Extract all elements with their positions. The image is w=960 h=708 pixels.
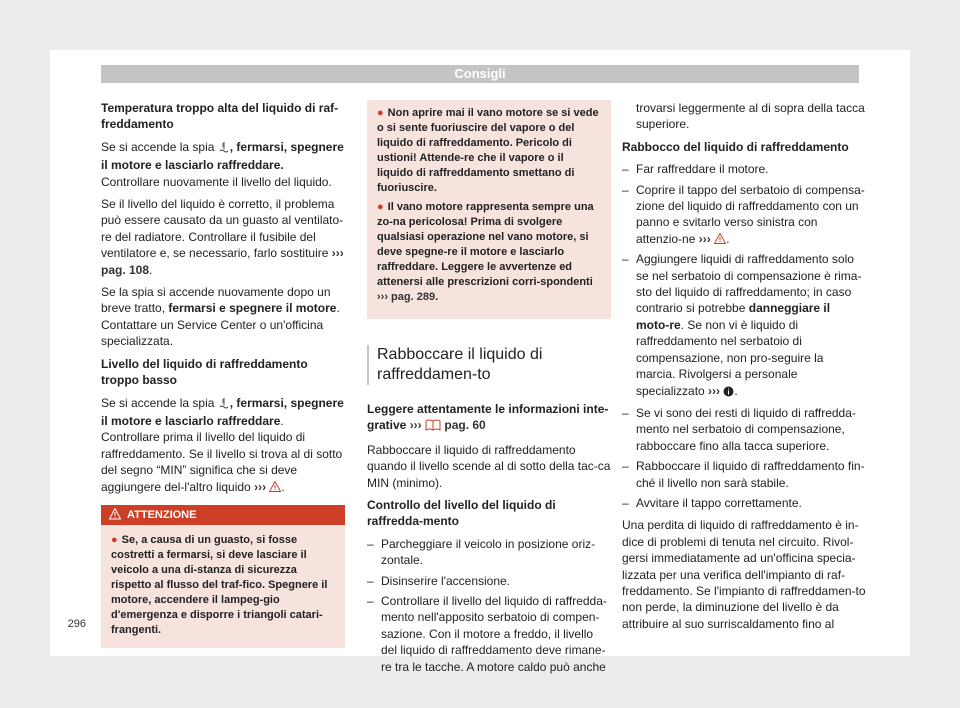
warning-box-continued [367, 100, 611, 319]
list-item: – Aggiungere liquidi di raffreddamento solo se nel serbatoio di compensazione è rima-sto del liquido di raffreddamento; in caso contrario si potrebbe danneggiare il moto-re. Se non vi è liquido di raffreddamento nel serbatoio di compensazione, non pro-seguire la marcia. Rivolgersi a personale specializzato ››› . [622, 251, 866, 401]
list-item: – Se vi sono dei resti di liquido di raffredda-mento nel serbatoio di compensazione, rabboccare fino alla tacca superiore. [622, 405, 866, 454]
list-item: – Controllare il livello del liquido di raffredda-mento nell'apposito serbatoio di compen-sazione. Con il motore a freddo, il livello del liquido di raffreddamento deve rimane-re tra le tacche. A motore caldo può anche [367, 593, 611, 675]
warning-item-engine-bay: ● Il vano motore rappresenta sempre una zo-na pericolosa! Prima di svolgere qualsiasi operazione nel vano motore, si deve spegne-re il motore e lasciarlo raffreddare. Leggere le avvertenze ed attenersi alle prescrizioni corri-spondenti ››› pag. 289. [377, 201, 594, 303]
coolant-warning-icon [218, 141, 230, 157]
warning-triangle-icon [109, 507, 121, 519]
check-level-steps [367, 536, 611, 675]
coolant-warning-icon [218, 397, 230, 413]
page-ref-289[interactable]: ››› pag. 289 [377, 291, 436, 303]
info-ref[interactable]: ››› [409, 418, 422, 433]
book-icon [425, 419, 441, 435]
note-ref[interactable]: ››› [708, 383, 721, 398]
bullet: ● [111, 533, 118, 546]
column-right [622, 100, 866, 638]
warning-ref[interactable]: ››› [698, 231, 711, 246]
list-item: – Coprire il tappo del serbatoio di compensa-zione del liquido di raffreddamento con un panno e svitarlo verso sinistra con attenzio-ne ››› . [622, 182, 866, 248]
section-header: Consigli [101, 65, 859, 83]
list-continuation: trovarsi leggermente al di sopra della tacca superiore. [636, 101, 865, 132]
intro-info: Leggere attentamente le informazioni inte-grative ››› pag. 60 [367, 401, 611, 436]
list-item: – Avvitare il tappo correttamente. [622, 495, 866, 511]
paragraph-fan: Se il livello del liquido è corretto, il problema può essere causato da un guasto al ventilato-re del radiatore. Controllare il fusibile del ventilatore e, se necessario, farlo sostituire ››› pag. 108. [101, 197, 344, 277]
heading-refill: Rabbocco del liquido di raffreddamento [622, 139, 849, 154]
paragraph-refill-when: Rabboccare il liquido di raffreddamento quando il livello scende al di sotto della tac-ca MIN (minimo). [367, 442, 611, 490]
column-left [101, 100, 345, 648]
warning-box-body: ● Se, a causa di un guasto, si fosse costretti a fermarsi, si deve lasciare il veicolo a una di-stanza di sicurezza rispetto al flusso del traf-fico. Spegnere il motore, accendere il lampeg-gio d'emergenza e disporre i triangoli catari-frangenti. [101, 525, 345, 648]
paragraph-level-low: Se si accende la spia , fermarsi, spegnere il motore e lasciarlo raffreddare. Controllare prima il livello del liquido di raffreddamento. Se il livello si trova al di sotto del segno “MIN” significa che si deve aggiungere del-l'altro liquido ››› . [101, 395, 344, 494]
manual-page [50, 50, 910, 674]
heading-level-low: Livello del liquido di raffreddamento troppo basso [101, 356, 308, 388]
warning-ref[interactable]: ››› [254, 479, 267, 494]
page-number: 296 [67, 618, 86, 630]
list-item: – Far raffreddare il motore. [622, 161, 866, 177]
list-item: – Disinserire l'accensione. [367, 573, 611, 589]
list-item: – Rabboccare il liquido di raffreddamento fin-ché il livello non sarà stabile. [622, 458, 866, 491]
section-title-refill: Rabboccare il liquido di raffreddamen-to [367, 345, 611, 385]
list-item: – Parcheggiare il veicolo in posizione oriz-zontale. [367, 536, 611, 569]
info-circle-icon [723, 385, 734, 401]
heading-temp-high: Temperatura troppo alta del liquido di raf-freddamento [101, 101, 339, 132]
warning-triangle-icon [269, 480, 281, 491]
paragraph-leak: Una perdita di liquido di raffreddamento è in-dice di problemi di tenuta nel circuito. Rivol-gersi immediatamente ad un'officina specia-lizzata per una verifica dell'impianto di raf-freddamento. Se l'impianto di raffreddamen-to non perde, la diminuzione del livello è da attribuire al suo surriscaldamento fino al [622, 518, 866, 631]
warning-triangle-icon [714, 232, 726, 243]
heading-check-level: Controllo del livello del liquido di raffredda-mento [367, 498, 556, 529]
page-ref-108[interactable]: ››› pag. 108 [101, 246, 344, 277]
warning-item-steam: ● Non aprire mai il vano motore se si vede o si sente fuoriuscire del vapore o del liquido di raffreddamento. Pericolo di ustioni! Attende-re che il vapore o il liquido di raffreddamento smettano di fuoriuscire. [377, 107, 599, 194]
column-middle [367, 100, 611, 681]
refill-steps [622, 161, 866, 511]
paragraph-stop-engine: Se la spia si accende nuovamente dopo un breve tratto, fermarsi e spegnere il motore. Contattare un Service Center o un'officina specializzata. [101, 285, 340, 349]
warning-box-title: ATTENZIONE [101, 505, 345, 525]
paragraph-temp-spia: Se si accende la spia , fermarsi, spegnere il motore e lasciarlo raffreddare. Controllare nuovamente il livello del liquido. [101, 139, 344, 189]
